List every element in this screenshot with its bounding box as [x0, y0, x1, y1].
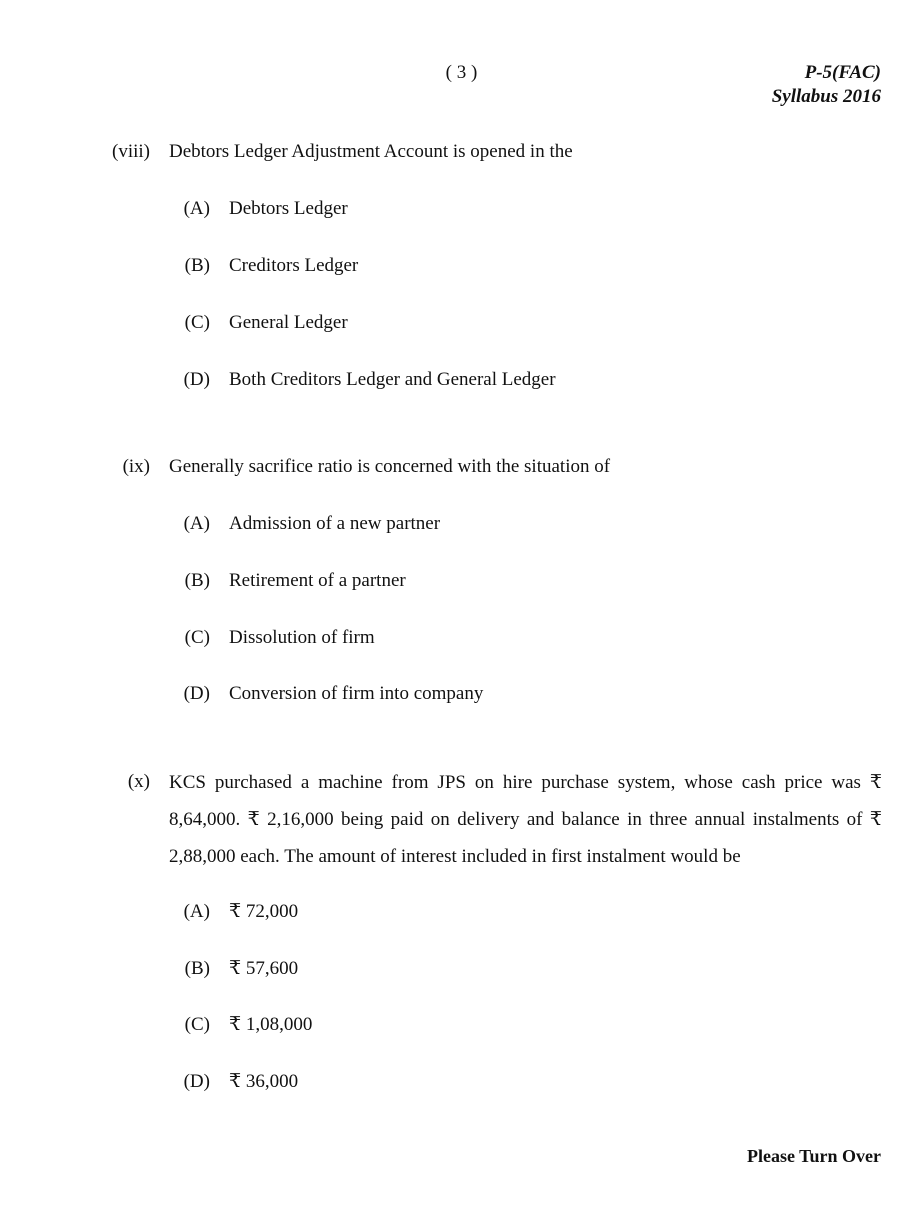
option-label: (D): [183, 369, 210, 390]
option-text: ₹ 36,000: [229, 1071, 299, 1092]
option-text: ₹ 72,000: [229, 901, 299, 922]
option-label: (D): [183, 683, 210, 704]
question-number: (ix): [122, 456, 150, 477]
option-text: Dissolution of firm: [229, 627, 375, 648]
paper-code: P-5(FAC): [804, 62, 881, 83]
option-label: (C): [184, 1014, 210, 1035]
option-label: (B): [184, 570, 210, 591]
option-label: (A): [183, 198, 210, 219]
syllabus-label: Syllabus 2016: [771, 86, 881, 107]
option-text: Admission of a new partner: [229, 513, 441, 534]
question-text: KCS purchased a machine from JPS on hire purchase system, whose cash price was ₹ 8,64,000. ₹ 2,16,000 being paid on delivery and balance in three annual instalments of ₹ 2,88,000 each. The amount of interest included in first instalment would be: [169, 772, 882, 867]
question-text: Generally sacrifice ratio is concerned with the situation of: [169, 456, 611, 477]
option-text: Conversion of firm into company: [229, 683, 484, 704]
question-number: (x): [127, 771, 150, 792]
option-label: (A): [183, 901, 210, 922]
option-text: ₹ 1,08,000: [229, 1014, 313, 1035]
option-text: Creditors Ledger: [229, 255, 359, 276]
option-label: (B): [184, 958, 210, 979]
option-text: Retirement of a partner: [229, 570, 406, 591]
option-label: (B): [184, 255, 210, 276]
option-text: General Ledger: [229, 312, 348, 333]
question-text: Debtors Ledger Adjustment Account is opened in the: [169, 141, 573, 162]
please-turn-over-note: Please Turn Over: [747, 1146, 881, 1166]
option-label: (C): [184, 627, 210, 648]
option-text: Both Creditors Ledger and General Ledger: [229, 369, 556, 390]
option-text: Debtors Ledger: [229, 198, 348, 219]
option-label: (D): [183, 1071, 210, 1092]
option-label: (C): [184, 312, 210, 333]
option-text: ₹ 57,600: [229, 958, 299, 979]
question-number: (viii): [112, 141, 150, 162]
page-number: ( 3 ): [445, 62, 478, 83]
option-label: (A): [183, 513, 210, 534]
